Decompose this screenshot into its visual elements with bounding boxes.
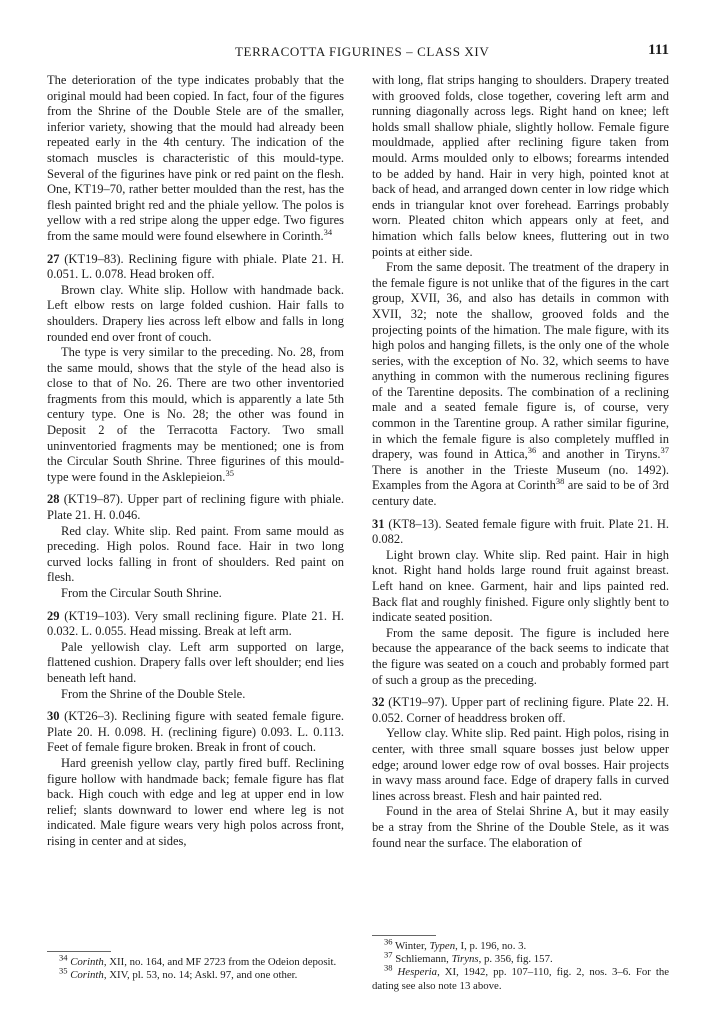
footnote-35 xyxy=(47,965,344,982)
paragraph xyxy=(372,260,669,510)
paragraph-text: From the same deposit. The treatment of the drapery in the female figure is not unlike that of the figures in the cart group, XVII, 36, and also has details in common with XVII, 32; note the shallow, grooved folds and the projecting points of the himation. The male figure, with its high polos and hanging fillets, is the only one of the whole series, with the exception of No. 32, which seems to have anything in common with the numerous reclining figures of the Tarentine deposits. The combination of a reclining male and a seated female figure is, of course, very common in the Tarentine group. A rather similar figurine, in which the female figure is also completely muffled in drapery, was found in Attica, xyxy=(372,260,669,462)
footnote-number: 37 xyxy=(384,949,393,960)
footnote-36 xyxy=(372,936,669,953)
paragraph xyxy=(47,73,344,245)
paragraph: Light brown clay. White slip. Red paint. Hair in high knot. Right hand holds large round fruit against breast. Left hand on knee. Garment, hair and lips painted red. Back flat and roughly finished. Figure only slightly bent to indicate seated position. xyxy=(372,547,669,625)
paragraph: Found in the area of Stelai Shrine A, but it may easily be a stray from the Shrine of the Double Stele, as it was found near the surface. The elaboration of xyxy=(372,804,669,850)
footnote-text: , p. 356, fig. 157. xyxy=(478,953,553,966)
paragraph-text: There is another in the Trieste Museum (no. 1492). Examples from the Agora at Corinth xyxy=(372,462,669,493)
footnote-rule xyxy=(47,951,111,952)
footnote-ref: 36 xyxy=(527,445,537,456)
catalog-entry-32-heading xyxy=(372,695,669,726)
paragraph: From the Shrine of the Double Stele. xyxy=(61,686,246,701)
catalog-entry-30-heading xyxy=(47,709,344,756)
paragraph-text: The type is very similar to the preceding. No. 28, from the same mould, shows that the style of the head also is close to that of No. 26. There are two other inventoried fragments from this mould, which is apparently a late 5th century type. One is No. 28; the other was found in Deposit 2 of the Terracotta Factory. Two small uninventoried fragments may be mentioned; one is from the Circular South Shrine. Three figurines of this mould-type were found in the Asklepieion. xyxy=(47,345,344,484)
footnote-text: , XIV, pl. 53, no. 14; Askl. 97, and one other. xyxy=(103,969,298,982)
catalog-entry-27-heading xyxy=(47,252,344,283)
paragraph-text: and another in Tiryns. xyxy=(536,447,661,462)
footnote-text: Schliemann, xyxy=(392,953,452,966)
right-footnotes xyxy=(372,935,669,993)
catalog-entry-28-heading xyxy=(47,492,344,523)
entry-heading-text: (KT19–83). Reclining figure with phiale. Plate 21. H. 0.051. L. 0.078. Head broken off. xyxy=(47,251,344,282)
paragraph: Hard greenish yellow clay, partly fired buff. Reclining figure hollow with handmade back; female figure has flat back. High couch with edge and leg at upper end in low relief; slants downward to lower end where leg is not indicated. Male figure wears very high polos across front, rising in center and at sides, xyxy=(47,755,344,848)
footnote-text: , XII, no. 164, and MF 2723 from the Odeion deposit. xyxy=(103,956,337,968)
left-column xyxy=(47,73,344,1028)
footnote-source: Hesperia xyxy=(397,966,438,979)
catalog-entry-29-heading xyxy=(47,609,344,640)
entry-heading-text: (KT19–97). Upper part of reclining figure. Plate 22. H. 0.052. Corner of headdress broken off. xyxy=(372,695,669,725)
paragraph: with long, flat strips hanging to shoulders. Drapery treated with grooved folds, close together, covering left arm and running diagonally across legs. Right hand on knee; left holds small shallow phiale, slightly hollow. Female figure mouldmade, applied after reclining figure taken from mould. Arms moulded only to elbows; forearms intended to be added by hand. Hair in very high, pointed knot at back of head, and arranged down center in low ridge which ends in triangular knot over forehead. Earrings probably worn. Pleated chiton which appears only at feet, and himation which falls below knees, fluttering out in two points at either side. xyxy=(372,73,669,259)
entry-number: 32 xyxy=(372,695,385,710)
footnote-text: , XI, 1942, pp. 107–110, fig. 2, nos. 3–6. For the dating see also note 13 above. xyxy=(372,966,670,992)
entry-number: 27 xyxy=(47,251,60,266)
footnote-source: Corinth xyxy=(70,956,104,968)
footnote-38 xyxy=(372,962,670,992)
entry-number: 31 xyxy=(372,516,385,531)
entry-heading-text: (KT26–3). Reclining figure with seated female figure. Plate 20. H. 0.098. H. (reclining figure) 0.093. L. 0.113. Feet of female figure broken. Break in front of couch. xyxy=(47,709,344,755)
entry-number: 28 xyxy=(47,492,60,507)
paragraph-text: are said to be of 3rd century date. xyxy=(372,478,669,509)
text-columns xyxy=(47,73,669,1028)
paragraph: Red clay. White slip. Red paint. From same mould as preceding. High polos. Round face. Hair in two long curved locks falling in front of shoulders. Red paint on flesh. xyxy=(47,523,344,585)
paragraph xyxy=(47,345,344,485)
paragraph: Yellow clay. White slip. Red paint. High polos, rising in center, with three small square bosses just below upper edge; around lower edge row of oval bosses. Hair projects in wavy mass around face. Edge of drapery falls in curved lines across breast. Flesh and hair painted red. xyxy=(372,726,669,803)
paragraph: From the same deposit. The figure is included here because the appearance of the back seems to indicate that the figure was seated on a couch and probably formed part of such a group as the preceding. xyxy=(372,625,669,687)
entry-heading-text: (KT19–103). Very small reclining figure. Plate 21. H. 0.032. L. 0.055. Head missing. Break at left arm. xyxy=(47,608,344,639)
running-title: TERRACOTTA FIGURINES – CLASS XIV xyxy=(235,44,490,59)
footnote-37 xyxy=(372,949,669,966)
footnote-source: Typen xyxy=(429,940,456,952)
footnote-source: Tiryns xyxy=(451,953,479,966)
footnote-number: 34 xyxy=(59,952,68,963)
entry-number: 29 xyxy=(47,608,60,623)
paragraph: From the Circular South Shrine. xyxy=(61,586,222,600)
footnote-rule xyxy=(372,935,436,936)
right-column xyxy=(372,73,669,1028)
paragraph: Brown clay. White slip. Hollow with handmade back. Left elbow rests on large folded cushion. Hair falls to shoulders. Drapery lies across left elbow and falls in long rounded end over front of couch. xyxy=(47,282,344,344)
paragraph-text: The deterioration of the type indicates probably that the original mould had been copied. In fact, four of the figures from the Shrine of the Double Stele are of the smaller, inferior variety, showing that the mould had already been repeated early in the 4th century. The indication of the stomach muscles is characteristic of this mould-type. Several of the figurines have pink or red paint on the flesh. One, KT19–70, rather better moulded than the rest, has the flesh painted bright red and the phiale yellow. The polos is yellow with a red stripe along the upper edge. Two figures from the same mould were found elsewhere in Corinth. xyxy=(47,73,344,243)
running-header xyxy=(47,44,669,64)
footnote-number: 38 xyxy=(384,962,393,973)
catalog-entry-31-heading xyxy=(372,517,669,548)
entry-number: 30 xyxy=(47,709,60,724)
footnote-ref: 35 xyxy=(225,467,234,478)
left-footnotes xyxy=(47,951,344,982)
footnote-ref: 38 xyxy=(555,476,565,487)
page-number: 111 xyxy=(648,42,669,58)
footnote-ref: 37 xyxy=(660,445,669,456)
footnote-ref: 34 xyxy=(323,226,333,237)
footnote-text: Winter, xyxy=(392,940,430,952)
footnote-number: 35 xyxy=(59,965,68,976)
entry-heading-text: (KT8–13). Seated female figure with fruit. Plate 21. H. 0.082. xyxy=(372,516,669,547)
footnote-text: , I, p. 196, no. 3. xyxy=(455,940,527,952)
footnote-number: 36 xyxy=(384,936,393,947)
footnote-source: Corinth xyxy=(70,969,104,982)
footnote-34 xyxy=(47,952,344,969)
entry-heading-text: (KT19–87). Upper part of reclining figure with phiale. Plate 21. H. 0.046. xyxy=(47,492,344,523)
paragraph: Pale yellowish clay. Left arm supported on large, flattened cushion. Drapery falls over left shoulder; end lies beneath left hand. xyxy=(47,639,344,685)
